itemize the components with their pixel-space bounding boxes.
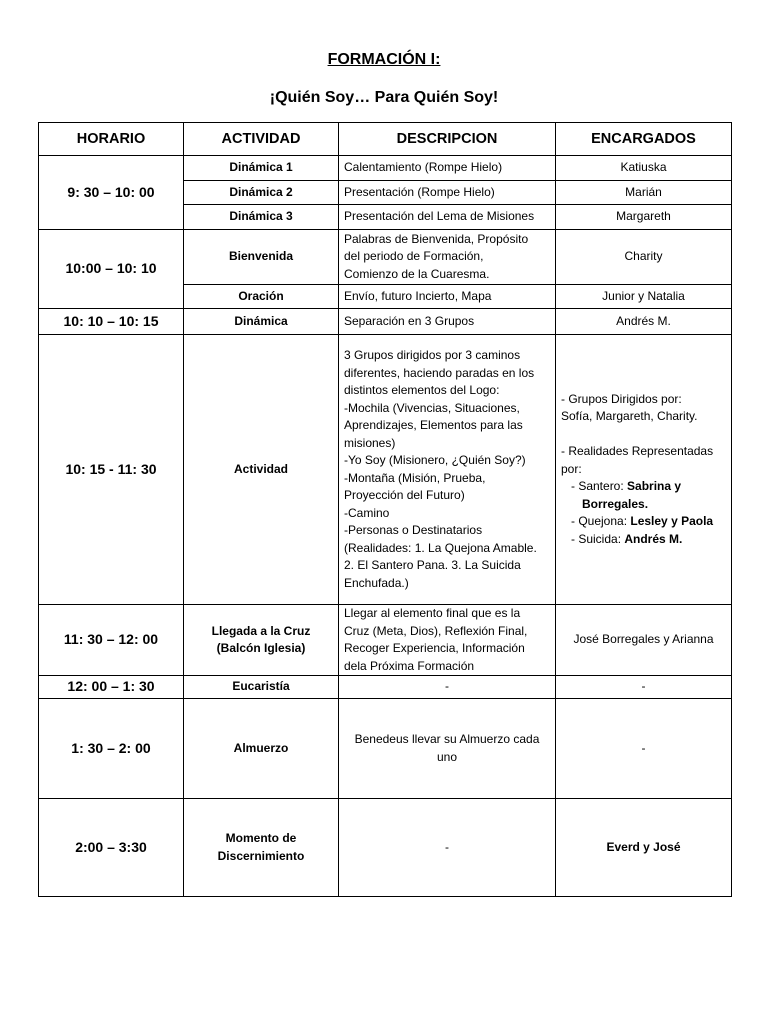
schedule-table [38,122,732,897]
description-line: -Yo Soy (Misionero, ¿Quién Soy?) [344,453,526,467]
description-line: -Camino [344,505,390,520]
description-cell [339,230,556,285]
description-line: Llegar al elemento final que es la [344,606,521,620]
responsible-line: - Grupos Dirigidos por: [561,391,682,406]
activity-cell [184,799,339,897]
responsible-cell [556,335,732,605]
time-cell: 2:00 – 3:30 [39,799,184,897]
time-cell: 12: 00 – 1: 30 [39,676,184,699]
time-cell: 10:00 – 10: 10 [39,230,184,309]
time-cell: 10: 10 – 10: 15 [39,309,184,335]
responsible-line [561,478,726,496]
description-line: misiones) [344,435,396,450]
table-row [39,309,732,335]
responsible-line: por: [561,461,582,476]
time-cell: 10: 15 - 11: 30 [39,335,184,605]
description-line: dela Próxima Formación [344,658,475,673]
description-line: Enchufada.) [344,575,409,590]
activity-cell: Actividad [184,335,339,605]
document-title: FORMACIÓN I: [327,51,441,68]
responsible-cell: - [556,676,732,699]
description-line: Cruz (Meta, Dios), Reflexión Final, [344,623,528,638]
responsible-line: - Realidades Representadas [561,444,714,459]
description-cell [339,699,556,799]
description-line: Benedeus llevar su Almuerzo cada [354,732,540,746]
description-line: -Personas o Destinatarios [344,523,483,537]
description-line: Proyección del Futuro) [344,488,465,502]
description-line: diferentes, haciendo paradas en los [344,365,535,380]
header-actividad: ACTIVIDAD [184,123,339,156]
description-cell [339,605,556,676]
activity-cell: Dinámica [184,309,339,335]
table-row [39,335,732,605]
document-subtitle: ¡Quién Soy… Para Quién Soy! [269,89,499,106]
description-line: uno [436,749,458,764]
role-label: - Suicida: [571,531,625,546]
spacer [561,426,726,444]
responsible-cell: Everd y José [556,799,732,897]
responsible-line [561,513,726,531]
activity-cell: Dinámica 3 [184,205,339,230]
description-cell: Envío, futuro Incierto, Mapa [339,285,556,309]
description-cell: Presentación (Rompe Hielo) [339,181,556,205]
activity-line: (Balcón Iglesia) [216,641,306,655]
role-names: Andrés M. [624,531,683,546]
responsible-cell: Marián [556,181,732,205]
description-cell: Calentamiento (Rompe Hielo) [339,156,556,181]
responsible-line: Sofía, Margareth, Charity. [561,409,698,424]
role-names: Sabrina y [627,479,682,494]
description-cell: - [339,799,556,897]
activity-line: Discernimiento [217,848,305,863]
description-line: Aprendizajes, Elementos para las [344,418,523,432]
description-line: -Mochila (Vivencias, Situaciones, [344,400,520,415]
activity-cell [184,605,339,676]
time-cell: 1: 30 – 2: 00 [39,699,184,799]
description-cell: Presentación del Lema de Misiones [339,205,556,230]
description-line: (Realidades: 1. La Quejona Amable. [344,540,537,555]
header-encargados: ENCARGADOS [556,123,732,156]
role-label: - Quejona: [571,514,631,529]
description-line: -Montaña (Misión, Prueba, [344,470,486,485]
responsible-cell: Charity [556,230,732,285]
table-row [39,230,732,285]
responsible-cell: Margareth [556,205,732,230]
responsible-line [561,531,726,549]
description-line: del periodo de Formación, [344,249,484,264]
header-horario: HORARIO [39,123,184,156]
responsible-cell: Katiuska [556,156,732,181]
table-row [39,605,732,676]
responsible-line [561,496,726,514]
table-row [39,676,732,699]
responsible-cell: Junior y Natalia [556,285,732,309]
table-row [39,799,732,897]
description-cell [339,335,556,605]
activity-cell: Dinámica 1 [184,156,339,181]
description-line: Recoger Experiencia, Información [344,641,525,655]
activity-line: Momento de [225,831,297,845]
role-names: Borregales. [582,496,649,511]
responsible-cell: - [556,699,732,799]
activity-line: Llegada a la Cruz [211,623,311,638]
table-row [39,699,732,799]
role-names: Lesley y Paola [630,514,714,529]
header-descripcion: DESCRIPCION [339,123,556,156]
description-line: 2. El Santero Pana. 3. La Suicida [344,558,521,572]
description-line: Comienzo de la Cuaresma. [344,266,490,281]
activity-cell: Dinámica 2 [184,181,339,205]
activity-cell: Oración [184,285,339,309]
activity-cell: Almuerzo [184,699,339,799]
table-header-row [39,123,732,156]
description-line: Palabras de Bienvenida, Propósito [344,231,529,246]
responsible-cell: Andrés M. [556,309,732,335]
description-line: 3 Grupos dirigidos por 3 caminos [344,348,521,362]
description-cell: Separación en 3 Grupos [339,309,556,335]
time-cell: 11: 30 – 12: 00 [39,605,184,676]
activity-cell: Bienvenida [184,230,339,285]
description-line: distintos elementos del Logo: [344,383,500,397]
activity-cell: Eucaristía [184,676,339,699]
role-label: - Santero: [571,479,628,494]
description-cell: - [339,676,556,699]
responsible-cell: José Borregales y Arianna [556,605,732,676]
table-row [39,156,732,181]
time-cell: 9: 30 – 10: 00 [39,156,184,230]
